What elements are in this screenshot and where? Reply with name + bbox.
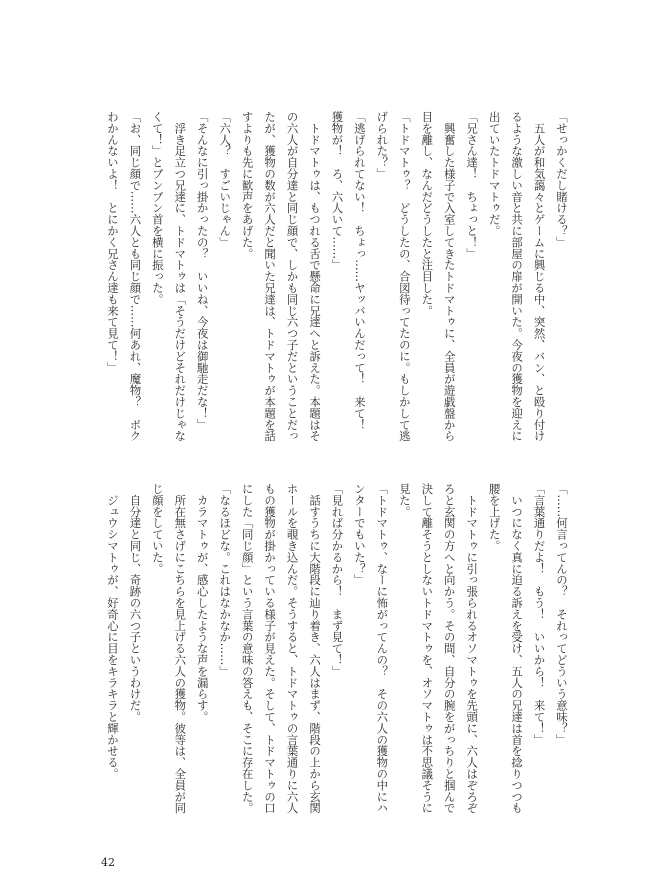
text-line: 腰を上げた。	[487, 483, 502, 552]
text-line: ンターでもいた？」	[352, 483, 367, 586]
text-line: ジュウシマトゥが、好奇心に目をキラキラと輝かせる。	[105, 483, 120, 780]
text-line: 「六人？ すごいじゃん」	[218, 111, 233, 248]
text-line: にした「同じ顔」という言葉の意味の答えも、そこに存在した。	[240, 483, 255, 814]
text-line: るような激しい音と共に部屋の扉が開いた。今夜の獲物を迎えに	[510, 111, 525, 442]
text-line: 獲物が！ ろ、六人いて……」	[330, 111, 345, 271]
text-line: 五人が和気藹々とゲームに興じる中、突然、バン、と殴り付け	[532, 111, 547, 442]
text-line: 自分達と同じ、奇跡の六つ子というわけだ。	[128, 483, 143, 723]
text-line: 「トドマトゥ？ どうしたの、合図待ってたのに。もしかして逃	[397, 111, 412, 442]
text-line: 興奮した様子で入室してきたトドマトゥに、全員が遊戯盤から	[442, 111, 457, 442]
text-line: ろと玄関の方へと向かう。その間、自分の腕をがっちりと掴んで	[442, 483, 457, 814]
text-line: 「トドマトゥ、なーに怖がってんの？ その六人の獲物の中にハ	[375, 483, 390, 814]
text-line: トドマトゥは、もつれる舌で懸命に兄達へと訴えた。本題はそ	[308, 111, 323, 442]
text-line: 出ていたトドマトゥだ。	[487, 111, 502, 237]
text-line: 「せっかくだし賭ける？」	[555, 111, 569, 248]
text-line: 所在無さげにこちらを見上げる六人の獲物。彼等は、全員が同	[173, 483, 188, 814]
text-line: 「なるほどな。これはなかなか……」	[218, 483, 233, 677]
text-line: 「兄さん達！ ちょっと！」	[465, 111, 480, 260]
text-line: もの獲物が掛かっている様子が見えた。そして、トドマトゥの口	[263, 483, 278, 814]
text-line: いつになく真に迫る訴えを受け、五人の兄達は首を捻りつつも	[510, 483, 525, 814]
page-number: 42	[101, 856, 115, 869]
text-line: 目を離し、なんだどうしたと注目した。	[420, 111, 435, 317]
text-line: 決して離そうとしないトドマトゥを、オソマトゥは不思議そうに	[420, 483, 435, 814]
text-line: 見た。	[397, 483, 412, 518]
text-line: 「逃げられてない！ ちょっ……ヤッバいんだって！ 来て！	[352, 111, 367, 431]
text-block-top	[101, 111, 573, 445]
text-line: じ顔をしていた。	[150, 483, 165, 575]
text-line: わかんないよ！ とにかく兄さん達も来て見て！」	[105, 111, 120, 374]
text-line: トドマトゥに引っ張られるオソマトゥを先頭に、六人はぞろぞ	[465, 483, 480, 814]
text-line: の六人が自分達と同じ顔で、しかも同じ六つ子だということだっ	[285, 111, 300, 442]
text-line: 「そんなに引っ掛かったの？ いいね、今夜は御馳走だな！」	[195, 111, 210, 431]
text-line: 「見れば分かるから！ まず見て！」	[330, 483, 345, 677]
text-line: げられた？」	[375, 111, 390, 180]
text-block-bottom	[101, 483, 573, 817]
text-line: 浮き足立つ兄達に、トドマトゥは「そうだけどそれだけじゃな	[173, 111, 188, 442]
text-line: 「言葉通りだよ！ もう！ いいから！ 来て！」	[532, 483, 547, 746]
text-line: 話すうちに大階段に辿り着き、六人はまず、階段の上から玄関	[308, 483, 323, 814]
text-line: カラマトゥが、感心したような声を漏らす。	[195, 483, 210, 723]
text-line: くて！」とブンブン首を横に振った。	[150, 111, 165, 305]
text-line: 「……何言ってんの？ それってどういう意味？」	[555, 483, 569, 746]
text-line: ホールを覗き込んだ。そうすると、トドマトゥの言葉通りに六人	[285, 483, 300, 814]
text-line: 「お、同じ顔で……六人とも同じ顔で……何あれ、魔物？ ボク	[128, 111, 143, 442]
text-line: たが、獲物の数が六人だと聞いた兄達は、トドマトゥが本題を話	[263, 111, 278, 442]
text-line: すよりも先に歓声をあげた。	[240, 111, 255, 260]
